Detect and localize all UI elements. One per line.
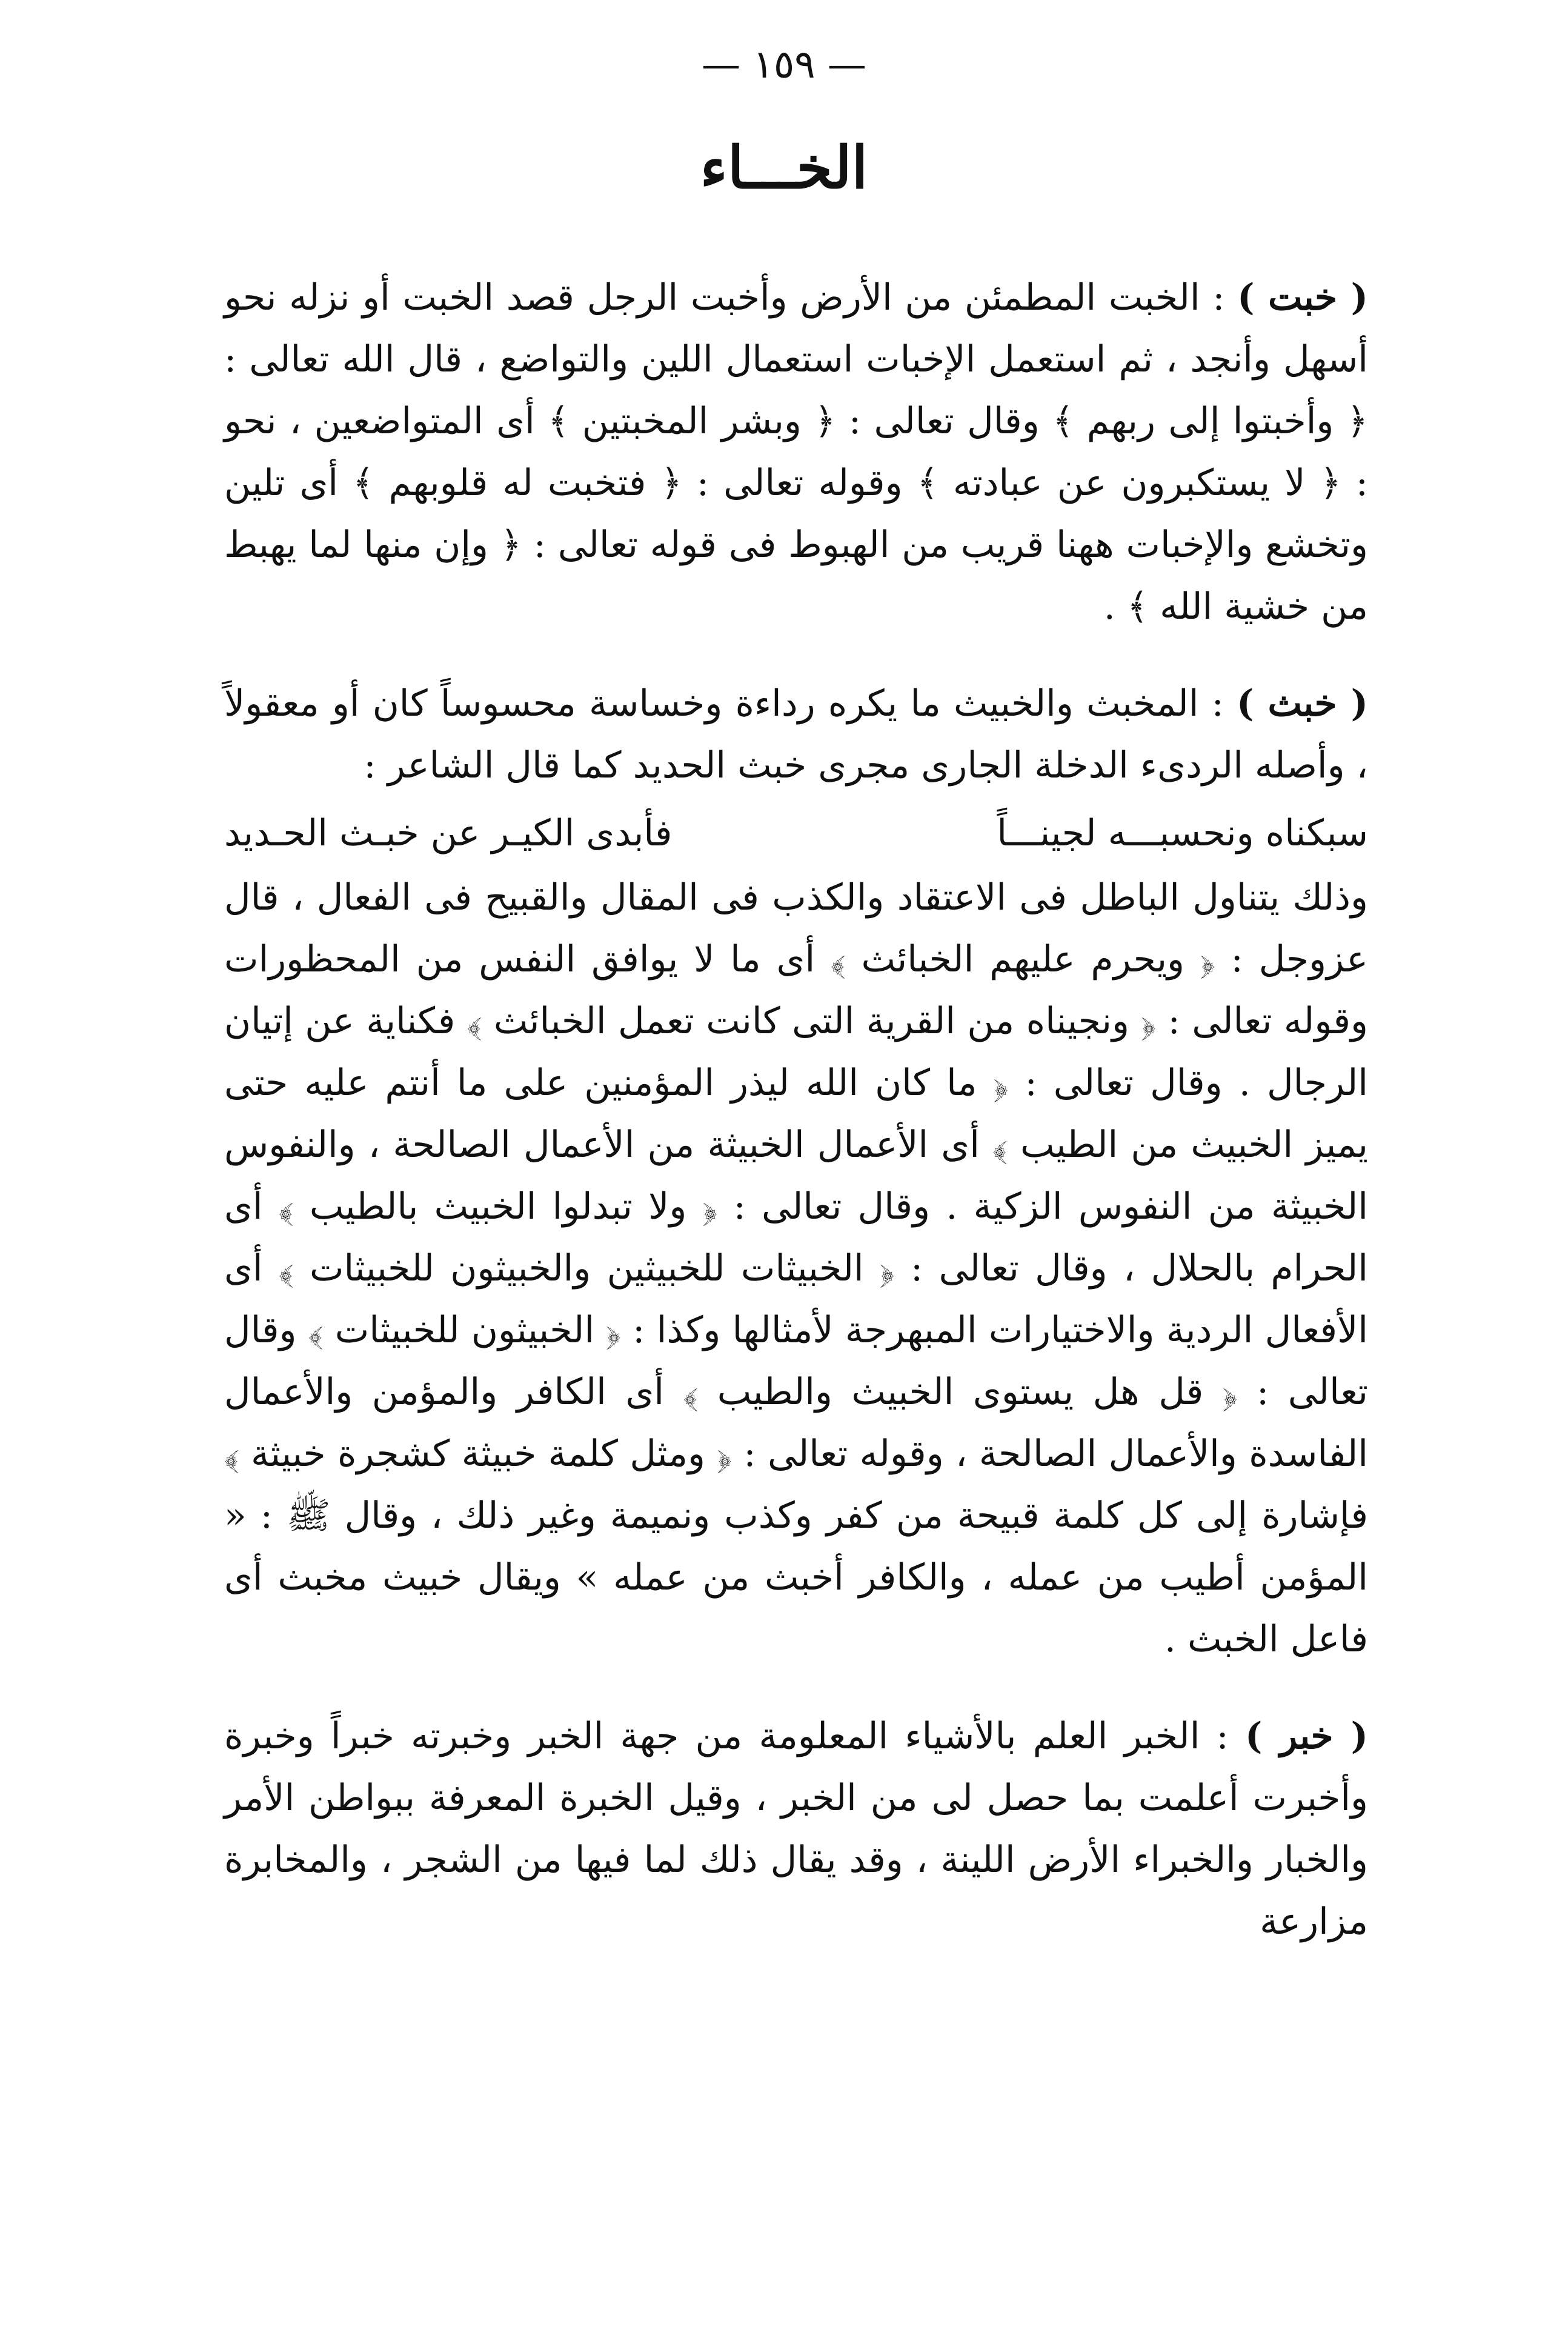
section-title: الخـــاء xyxy=(700,133,868,202)
entry-khabath xyxy=(224,673,1368,1670)
entry-paragraph xyxy=(224,673,1368,796)
page-number: — ١٥٩ — xyxy=(702,42,866,87)
entry-paragraph xyxy=(224,1705,1368,1953)
entry-text: : الخبر العلم بالأشياء المعلومة من جهة الخبر وخبرته خبراً وخبرة وأخبرت أعلمت بما حصل لى من الخبر ، وقيل الخبرة المعرفة ببواطن الأمر والخبار والخبراء الأرض اللينة ، وقد يقال ذلك لما فيها من الشجر ، والمخابرة مزارعة xyxy=(224,1715,1368,1943)
verse-first-hemistich: سبكناه ونحسبـــه لجينـــاً xyxy=(997,812,1368,854)
poetry-verse xyxy=(224,802,1368,864)
page-body xyxy=(224,267,1368,1988)
entry-headword: ( خبر ) xyxy=(1244,1715,1368,1757)
verse-second-hemistich: فأبدى الكيـر عن خبـث الحـديد xyxy=(224,812,673,854)
entry-khabat xyxy=(224,267,1368,638)
entry-text: : المخبث والخبيث ما يكره رداءة وخساسة محسوساً كان أو معقولاً ، وأصله الردىء الدخلة الجارى مجرى خبث الحديد كما قال الشاعر : xyxy=(224,682,1368,787)
entry-headword: ( خبت ) xyxy=(1237,276,1369,319)
verse-gap xyxy=(816,802,852,864)
entry-paragraph xyxy=(224,267,1368,638)
entry-text: : الخبت المطمئن من الأرض وأخبت الرجل قصد الخبت أو نزله نحو أسهل وأنجد ، ثم استعمل الإخبات استعمال اللين والتواضع ، قال الله تعالى : ﴿ وأخبتوا إلى ربهم ﴾ وقال تعالى : ﴿ وبشر المخبتين ﴾ أى المتواضعين ، نحو : ﴿ لا يستكبرون عن عبادته ﴾ وقوله تعالى : ﴿ فتخبت له قلوبهم ﴾ أى تلين وتخشع والإخبات ههنا قريب من الهبوط فى قوله تعالى : ﴿ وإن منها لما يهبط من خشية الله ﴾ . xyxy=(224,276,1369,628)
entry-khabar xyxy=(224,1705,1368,1953)
entry-headword: ( خبث ) xyxy=(1237,682,1368,725)
entry-paragraph-continued: وذلك يتناول الباطل فى الاعتقاد والكذب فى المقال والقبيح فى الفعال ، قال عزوجل : ﴿ ويحرم عليهم الخبائث ﴾ أى ما لا يوافق النفس من المحظورات وقوله تعالى : ﴿ ونجيناه من القرية التى كانت تعمل الخبائث ﴾ فكناية عن إتيان الرجال . وقال تعالى : ﴿ ما كان الله ليذر المؤمنين على ما أنتم عليه حتى يميز الخبيث من الطيب ﴾ أى الأعمال الخبيثة من الأعمال الصالحة ، والنفوس الخبيثة من النفوس الزكية . وقال تعالى : ﴿ ولا تبدلوا الخبيث بالطيب ﴾ أى الحرام بالحلال ، وقال تعالى : ﴿ الخبيثات للخبيثين والخبيثون للخبيثات ﴾ أى الأفعال الردية والاختيارات المبهرجة لأمثالها وكذا : ﴿ الخبيثون للخبيثات ﴾ وقال تعالى : ﴿ قل هل يستوى الخبيث والطيب ﴾ أى الكافر والمؤمن والأعمال الفاسدة والأعمال الصالحة ، وقوله تعالى : ﴿ ومثل كلمة خبيثة كشجرة خبيثة ﴾ فإشارة إلى كل كلمة قبيحة من كفر وكذب ونميمة وغير ذلك ، وقال ﷺ : « المؤمن أطيب من عمله ، والكافر أخبث من عمله » ويقال خبيث مخبث أى فاعل الخبث . xyxy=(224,876,1368,1660)
